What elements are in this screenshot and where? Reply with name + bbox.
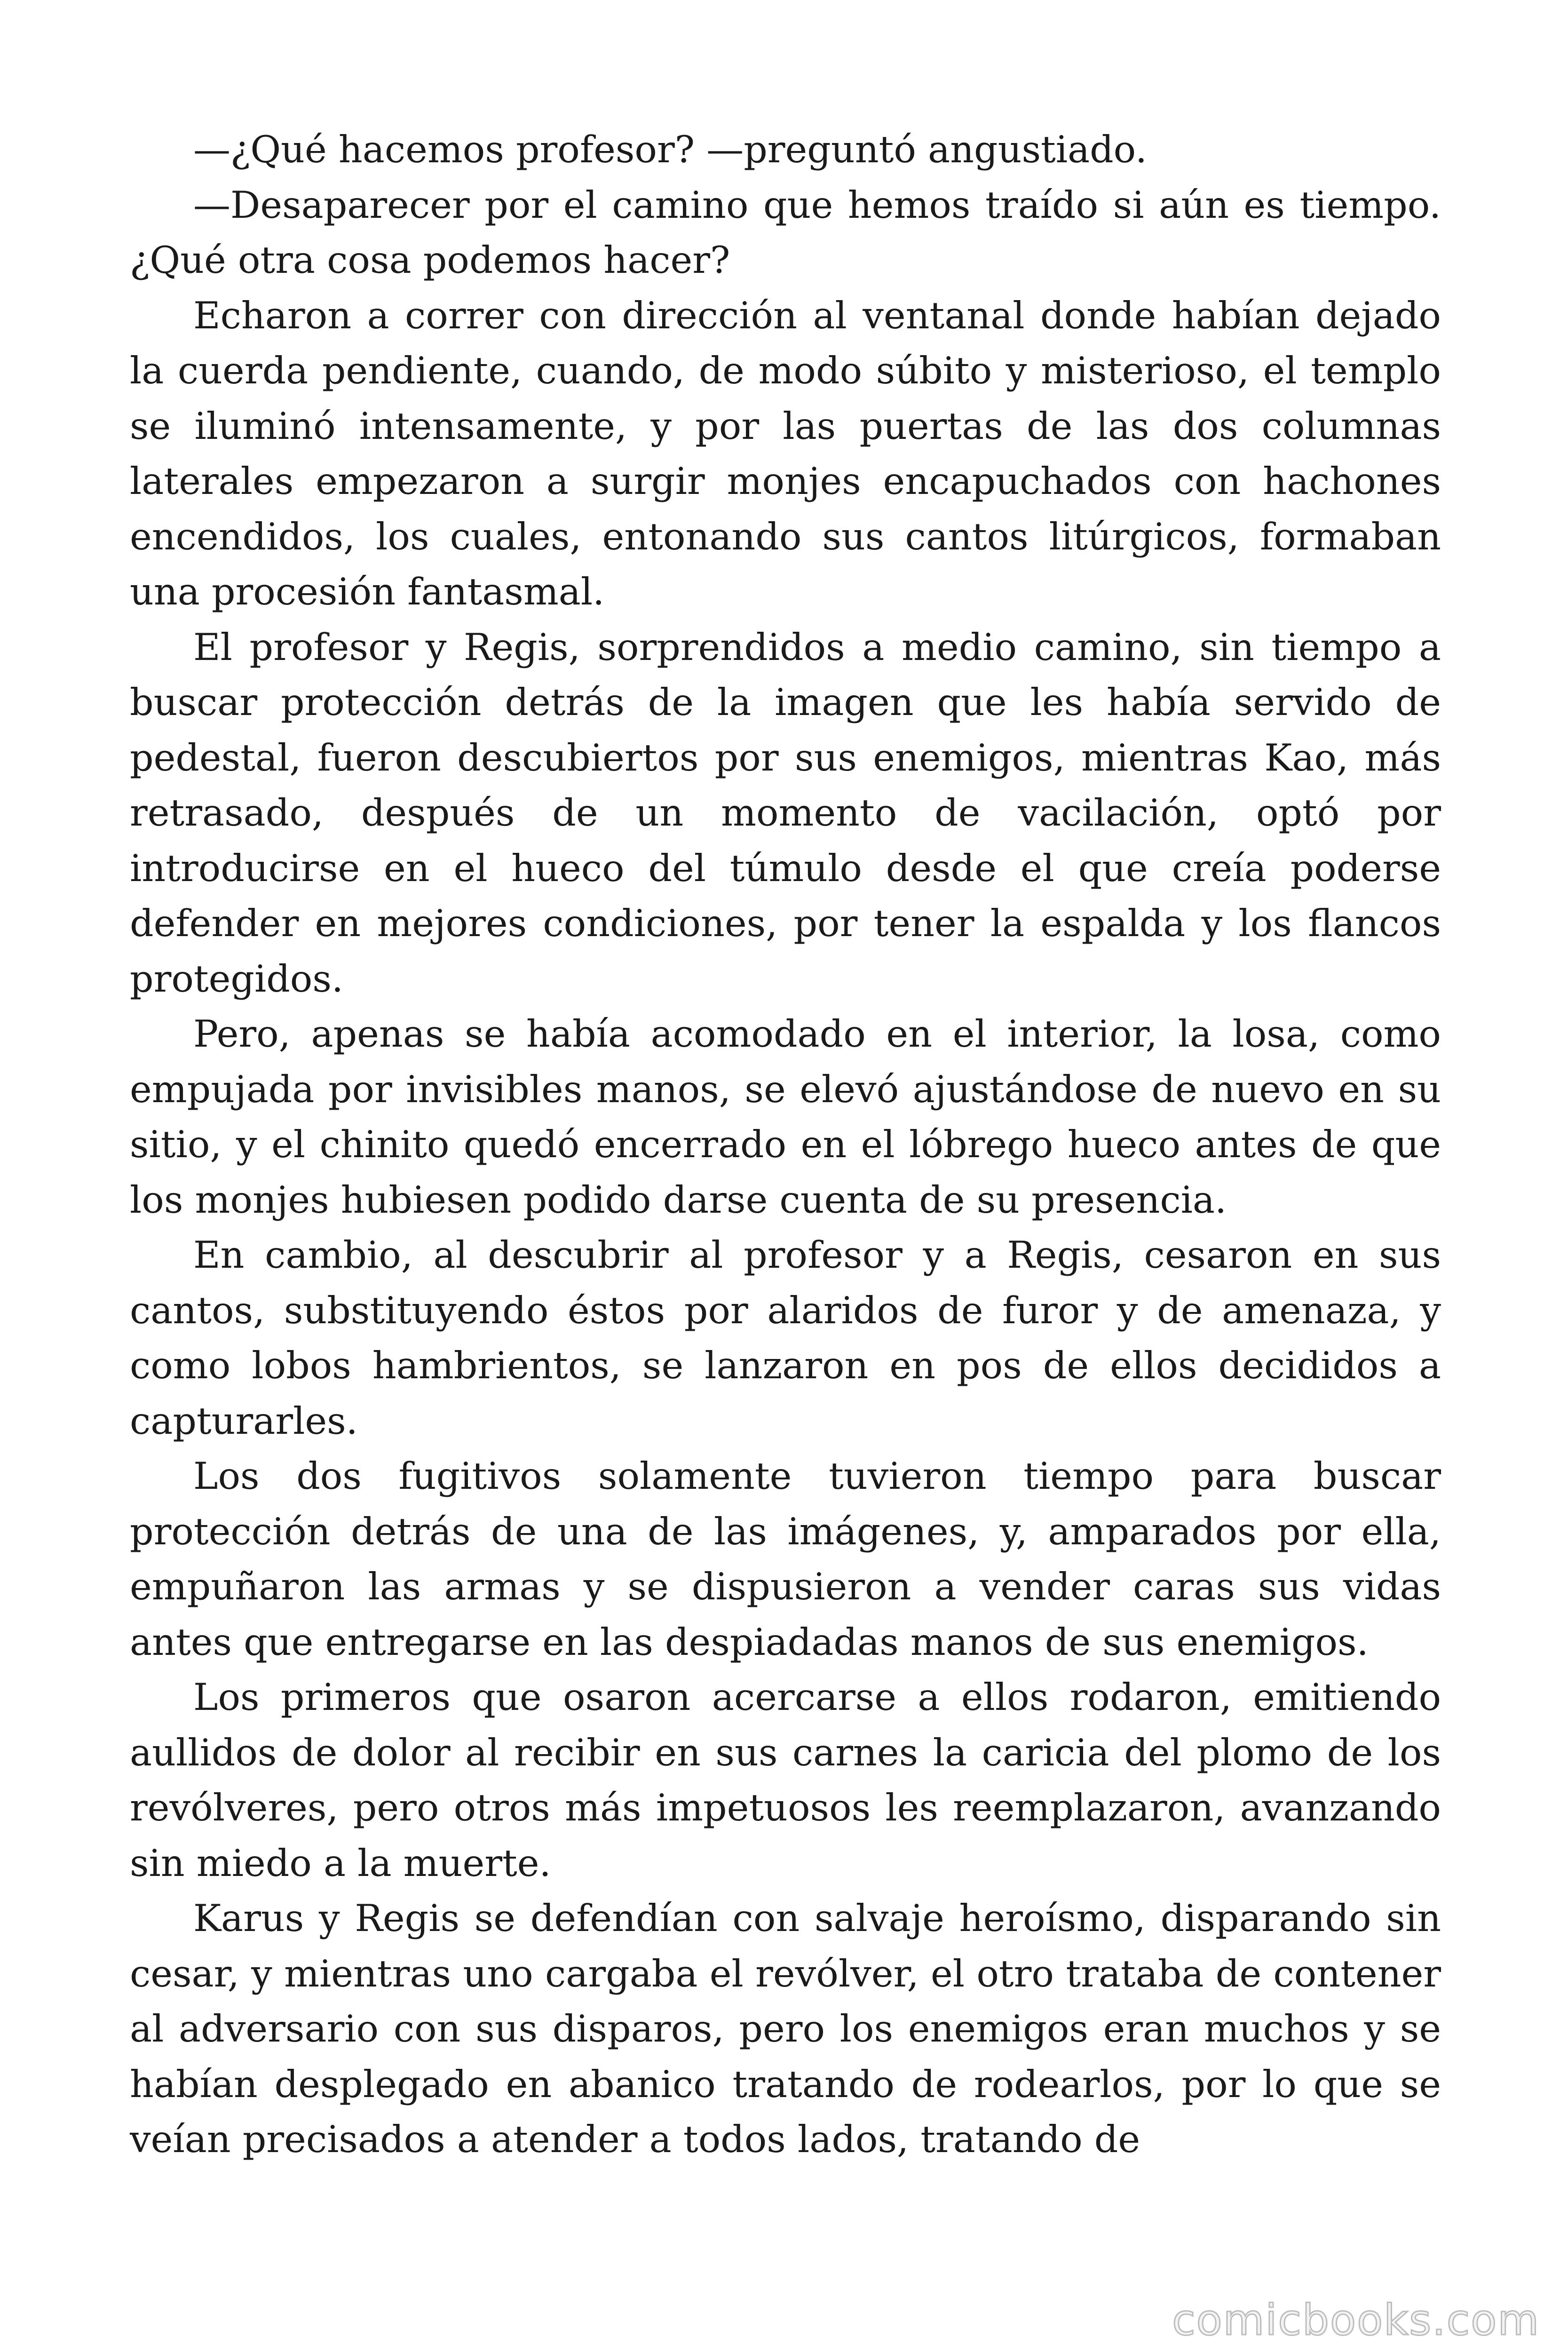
paragraph: Karus y Regis se defendían con salvaje heroísmo, disparando sin cesar, y mientras uno cargaba el revólver, el otro trataba de contener al adversario con sus disparos, pero los enemigos eran muchos y se habían desplegado en abanico tratando de rodearlos, por lo que se veían precisados a atender a todos lados, tratando de — [130, 1897, 1441, 2161]
body-text — [130, 122, 1441, 2168]
paragraph: Echaron a correr con dirección al ventanal donde habían dejado la cuerda pendiente, cuando, de modo súbito y misterioso, el templo se iluminó intensamente, y por las puertas de las dos columnas laterales empezaron a surgir monjes encapuchados con hachones encendidos, los cuales, entonando sus cantos litúrgicos, formaban una procesión fantasmal. — [130, 294, 1441, 613]
paragraph: —Desaparecer por el camino que hemos traído si aún es tiempo. ¿Qué otra cosa podemos hacer? — [130, 183, 1441, 282]
paragraph: En cambio, al descubrir al profesor y a Regis, cesaron en sus cantos, substituyendo éstos por alaridos de furor y de amenaza, y como lobos hambrientos, se lanzaron en pos de ellos decididos a capturarles. — [130, 1233, 1441, 1443]
paragraph: Los dos fugitivos solamente tuvieron tiempo para buscar protección detrás de una de las imágenes, y, amparados por ella, empuñaron las armas y se dispusieron a vender caras sus vidas antes que entregarse en las despiadadas manos de sus enemigos. — [130, 1454, 1441, 1664]
watermark: comicbooks.com — [1172, 2296, 1540, 2345]
paragraph: Pero, apenas se había acomodado en el interior, la losa, como empujada por invisibles manos, se elevó ajustándose de nuevo en su sitio, y el chinito quedó encerrado en el lóbrego hueco antes de que los monjes hubiesen podido darse cuenta de su presencia. — [130, 1012, 1441, 1222]
paragraph: El profesor y Regis, sorprendidos a medio camino, sin tiempo a buscar protección detrás de la imagen que les había servido de pedestal, fueron descubiertos por sus enemigos, mientras Kao, más retrasado, después de un momento de vacilación, optó por introducirse en el hueco del túmulo desde el que creía poderse defender en mejores condiciones, por tener la espalda y los flancos protegidos. — [130, 625, 1441, 1001]
paragraph: Los primeros que osaron acercarse a ellos rodaron, emitiendo aullidos de dolor al recibir en sus carnes la caricia del plomo de los revólveres, pero otros más impetuosos les reemplazaron, avanzando sin miedo a la muerte. — [130, 1676, 1441, 1885]
paragraph: —¿Qué hacemos profesor? —preguntó angustiado. — [193, 128, 1147, 171]
